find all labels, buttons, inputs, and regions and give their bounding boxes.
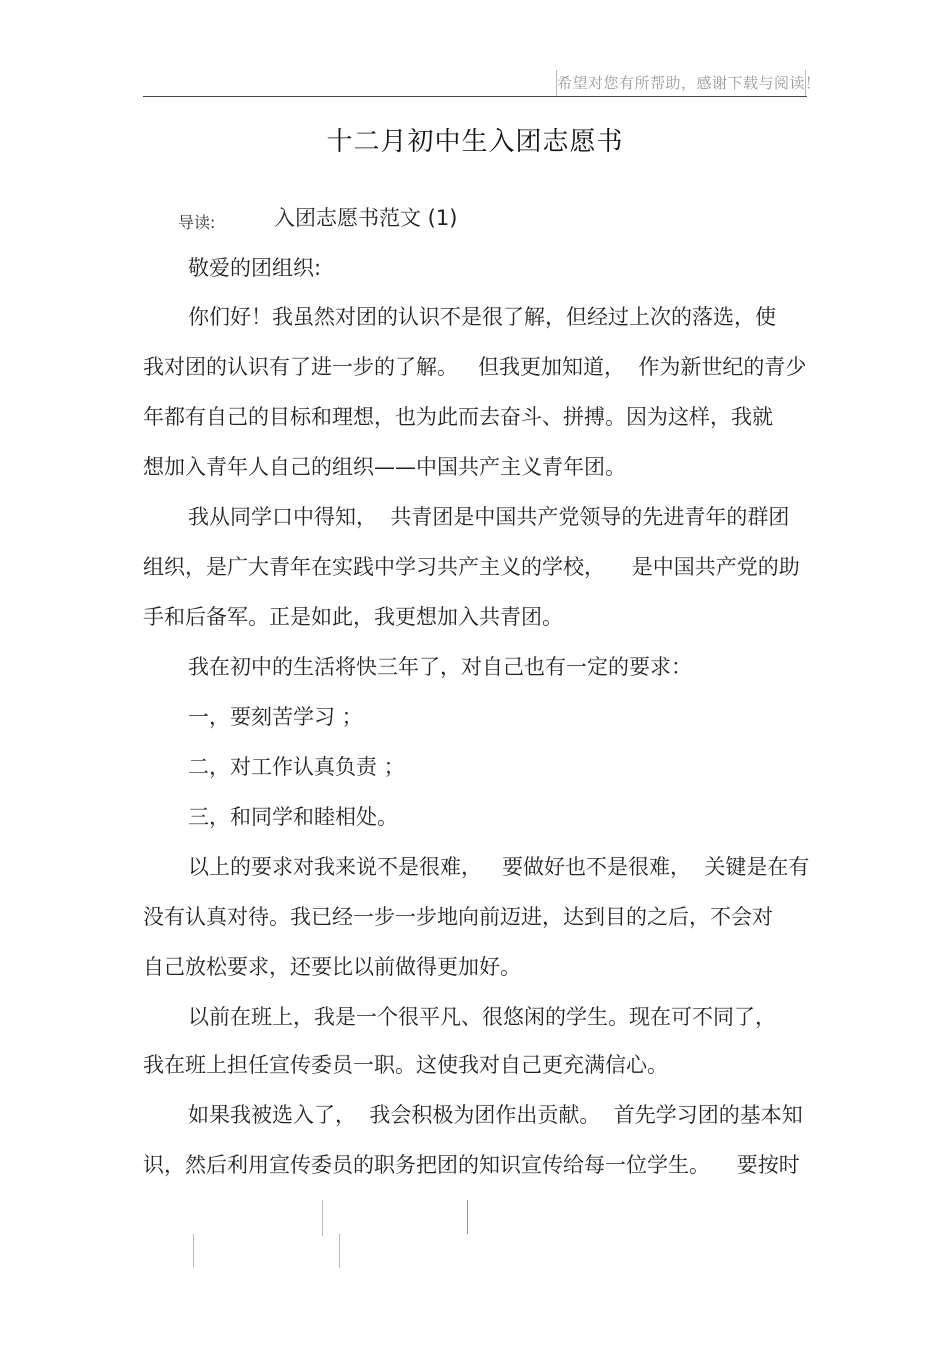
scan-artifact (467, 1200, 468, 1234)
paragraph-line: 手和后备军。正是如此，我更想加入共青团。 (143, 605, 563, 629)
paragraph-line: 识，然后利用宣传委员的职务把团的知识宣传给每一位学生。 要按时 (143, 1153, 800, 1177)
list-item: 三，和同学和睦相处。 (188, 805, 398, 829)
document-title: 十二月初中生入团志愿书 (326, 127, 624, 157)
scan-artifact (322, 1200, 323, 1236)
paragraph-line: 以上的要求对我来说不是很难， 要做好也不是很难， 关键是在有 (188, 855, 810, 879)
paragraph-line: 你们好！我虽然对团的认识不是很了解，但经过上次的落选，使 (188, 305, 776, 329)
intro-text: 入团志愿书范文 (1) (274, 206, 458, 230)
paragraph-line: 想加入青年人自己的组织——中国共产主义青年团。 (143, 455, 626, 479)
paragraph-line: 自己放松要求，还要比以前做得更加好。 (143, 955, 521, 979)
paragraph-line: 我在班上担任宣传委员一职。这使我对自己更充满信心。 (143, 1053, 668, 1077)
scan-artifact (193, 1234, 194, 1268)
scan-artifact (339, 1234, 340, 1268)
list-item: 一，要刻苦学习 ； (188, 705, 363, 729)
salutation: 敬爱的团组织: (188, 256, 322, 280)
header-divider (143, 96, 807, 97)
paragraph-line: 我从同学口中得知， 共青团是中国共产党领导的先进青年的群团 (188, 505, 790, 529)
intro-label: 导读: (178, 213, 216, 232)
header-note: 希望对您有所帮助，感谢下载与阅读！ (556, 70, 806, 96)
paragraph-line: 组织，是广大青年在实践中学习共产主义的学校， 是中国共产党的助 (143, 555, 800, 579)
paragraph-line: 以前在班上，我是一个很平凡、很悠闲的学生。现在可不同了， (188, 1005, 776, 1029)
list-item: 二，对工作认真负责 ； (188, 755, 405, 779)
paragraph-line: 如果我被选入了， 我会积极为团作出贡献。 首先学习团的基本知 (188, 1103, 803, 1127)
paragraph-line: 年都有自己的目标和理想，也为此而去奋斗、拼搏。因为这样，我就 (143, 405, 773, 429)
paragraph-line: 我在初中的生活将快三年了，对自己也有一定的要求： (188, 655, 692, 679)
paragraph-line: 没有认真对待。我已经一步一步地向前迈进，达到目的之后，不会对 (143, 905, 773, 929)
paragraph-line: 我对团的认识有了进一步的了解。 但我更加知道， 作为新世纪的青少 (143, 355, 807, 379)
